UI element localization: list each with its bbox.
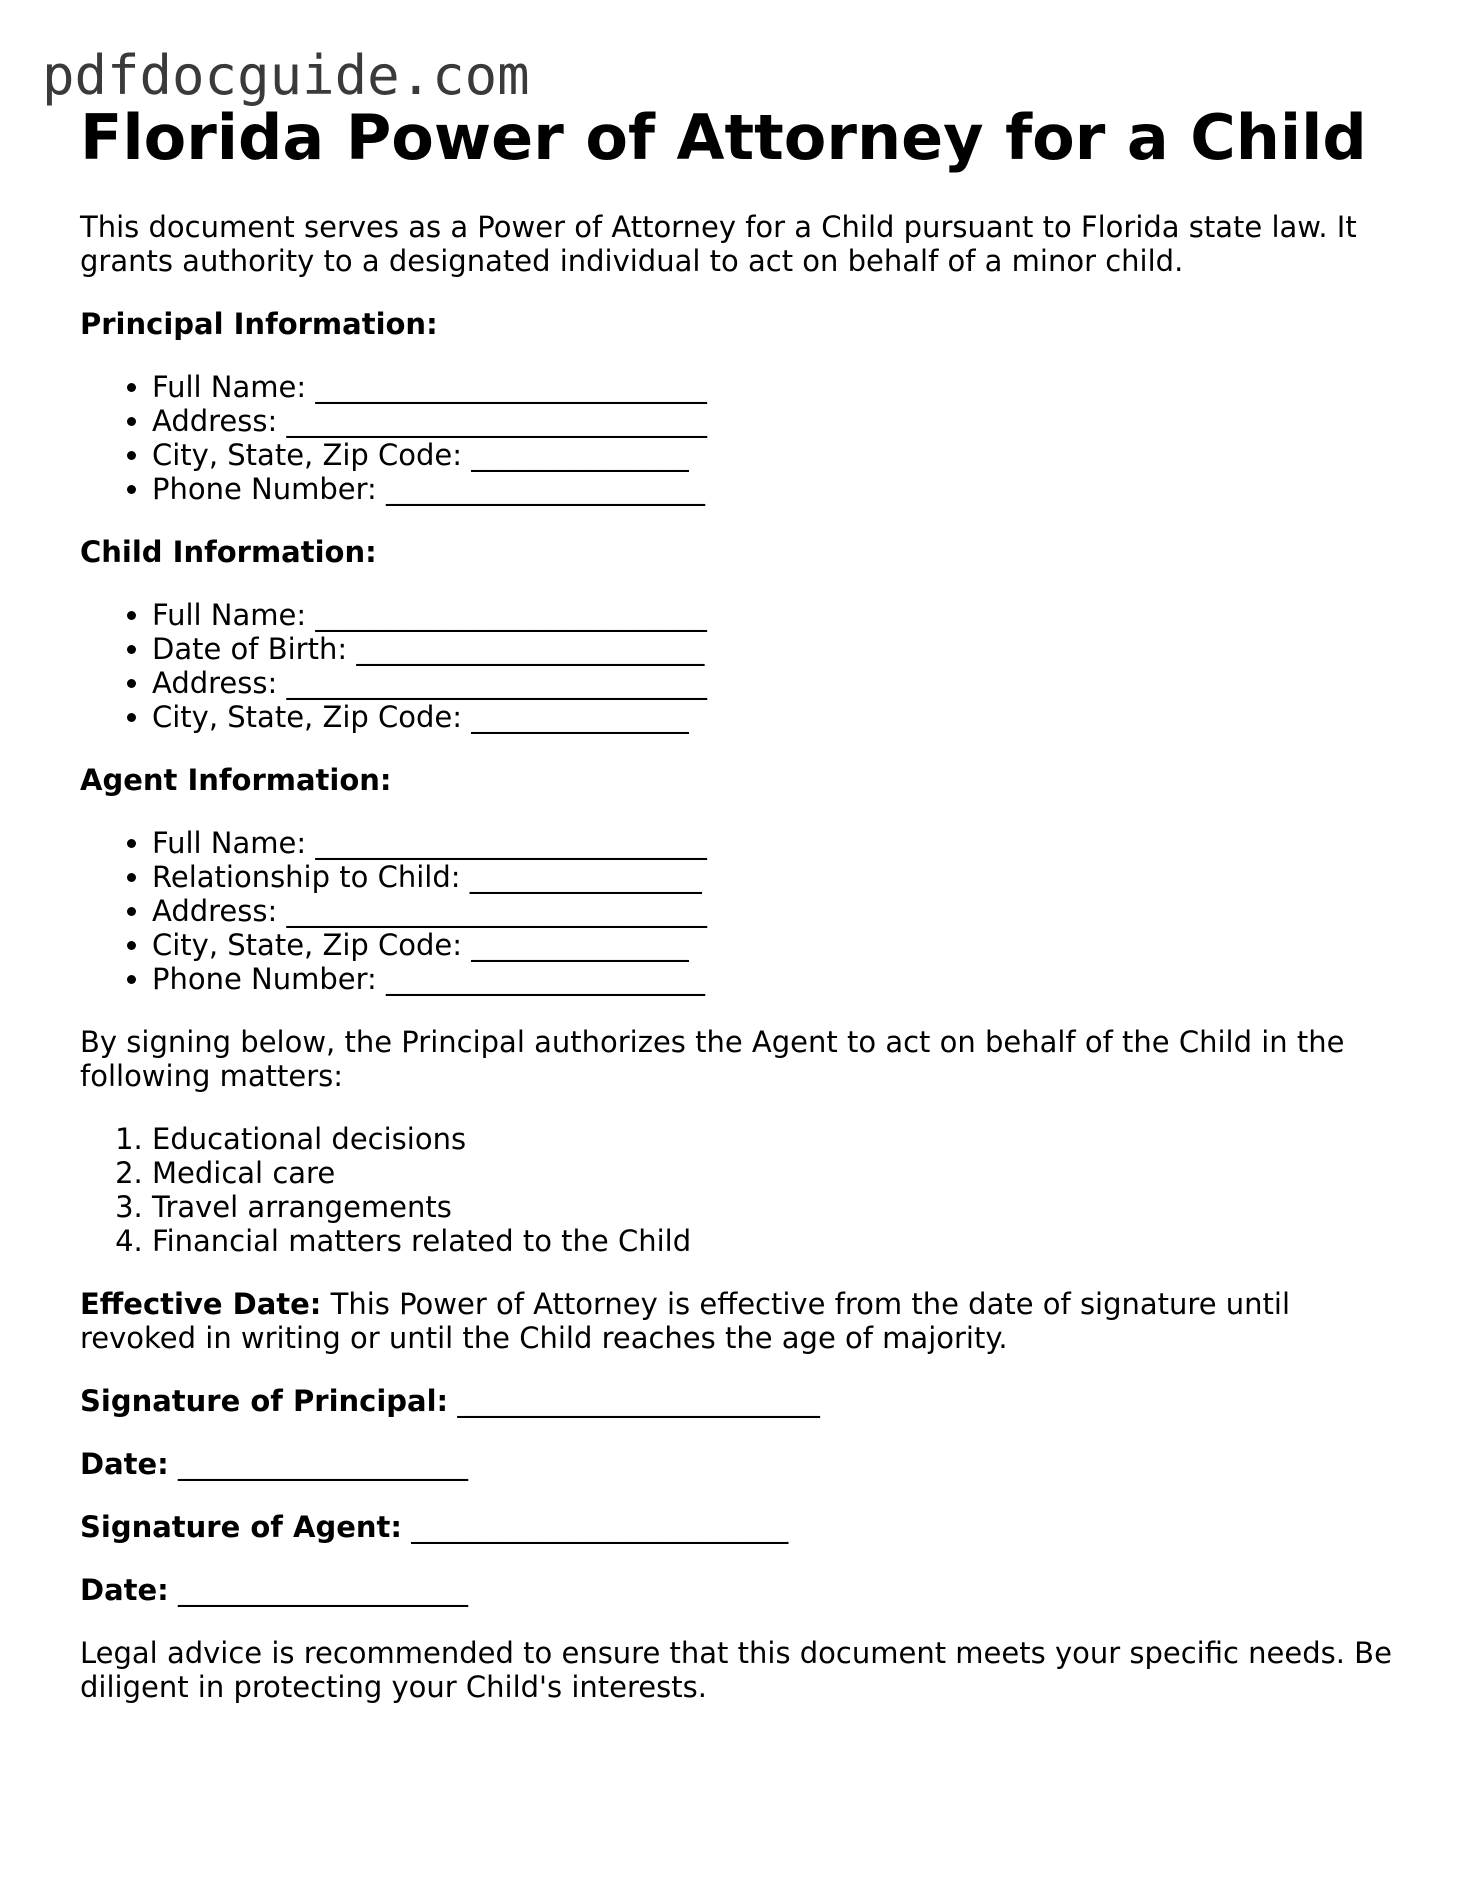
- agent-fields: [80, 826, 1410, 996]
- agent-address-field: • Address: _____________________________: [152, 894, 1410, 928]
- document-page: [80, 100, 1410, 1704]
- agent-city-field: • City, State, Zip Code: _______________: [152, 928, 1410, 962]
- child-fields: [80, 598, 1410, 734]
- matter-item: 4. Financial matters related to the Child: [152, 1224, 1410, 1258]
- principal-phone-field: • Phone Number: ______________________: [152, 472, 1410, 506]
- agent-date-blank[interactable]: ____________________: [178, 1573, 468, 1607]
- intro-paragraph: This document serves as a Power of Attorney for a Child pursuant to Florida state law. It grants authority to a designated individual to act on behalf of a minor child.: [80, 210, 1357, 278]
- blank-line[interactable]: ___________________________: [315, 826, 707, 860]
- principal-fields: [80, 370, 1410, 506]
- agent-date-line: [80, 1573, 1410, 1607]
- blank-line[interactable]: ________________: [469, 860, 702, 894]
- principal-signature-line: [80, 1384, 1410, 1418]
- blank-line[interactable]: _______________: [471, 928, 689, 962]
- date-label: Date:: [80, 1573, 169, 1607]
- child-address-field: • Address: _____________________________: [152, 666, 1410, 700]
- blank-line[interactable]: ______________________: [386, 472, 706, 506]
- matter-item: 3. Travel arrangements: [152, 1190, 1410, 1224]
- child-full-name-field: • Full Name: ___________________________: [152, 598, 1410, 632]
- blank-line[interactable]: _______________: [471, 700, 689, 734]
- site-watermark: pdfdocguide.com: [42, 44, 530, 107]
- child-city-field: • City, State, Zip Code: _______________: [152, 700, 1410, 734]
- principal-heading: Principal Information:: [80, 307, 438, 341]
- child-dob-field: • Date of Birth: ________________________: [152, 632, 1410, 666]
- effective-date-paragraph: [80, 1287, 1410, 1355]
- matter-item: 1. Educational decisions: [152, 1122, 1410, 1156]
- blank-line[interactable]: _____________________________: [286, 894, 707, 928]
- principal-signature-blank[interactable]: _________________________: [457, 1384, 820, 1418]
- closing-paragraph: Legal advice is recommended to ensure that this document meets your specific needs. Be diligent in protecting your Child's interests.: [80, 1636, 1392, 1704]
- principal-date-line: [80, 1447, 1410, 1481]
- blank-line[interactable]: _____________________________: [286, 404, 707, 438]
- document-title: Florida Power of Attorney for a Child: [80, 101, 1367, 174]
- principal-city-field: • City, State, Zip Code: _______________: [152, 438, 1410, 472]
- agent-signature-line: [80, 1510, 1410, 1544]
- date-label: Date:: [80, 1447, 169, 1481]
- blank-line[interactable]: _____________________________: [286, 666, 707, 700]
- blank-line[interactable]: ______________________: [386, 962, 706, 996]
- agent-signature-blank[interactable]: __________________________: [411, 1510, 789, 1544]
- blank-line[interactable]: ___________________________: [315, 598, 707, 632]
- agent-relationship-field: • Relationship to Child: ________________: [152, 860, 1410, 894]
- principal-signature-label: Signature of Principal:: [80, 1384, 449, 1418]
- agent-heading: Agent Information:: [80, 763, 392, 797]
- principal-address-field: • Address: _____________________________: [152, 404, 1410, 438]
- blank-line[interactable]: ________________________: [356, 632, 705, 666]
- agent-signature-label: Signature of Agent:: [80, 1510, 402, 1544]
- matter-item: 2. Medical care: [152, 1156, 1410, 1190]
- blank-line[interactable]: _______________: [471, 438, 689, 472]
- principal-full-name-field: • Full Name: ___________________________: [152, 370, 1410, 404]
- agent-phone-field: • Phone Number: ______________________: [152, 962, 1410, 996]
- effective-date-label: Effective Date:: [80, 1287, 322, 1321]
- agent-full-name-field: • Full Name: ___________________________: [152, 826, 1410, 860]
- child-heading: Child Information:: [80, 535, 377, 569]
- effective-date-text: This Power of Attorney is effective from the date of signature until revoked in writing or until the Child reaches the age of majority.: [80, 1287, 1291, 1355]
- matters-list: [80, 1122, 1410, 1258]
- principal-date-blank[interactable]: ____________________: [178, 1447, 468, 1481]
- authorization-paragraph: By signing below, the Principal authorizes the Agent to act on behalf of the Child in the following matters:: [80, 1025, 1345, 1093]
- blank-line[interactable]: ___________________________: [315, 370, 707, 404]
